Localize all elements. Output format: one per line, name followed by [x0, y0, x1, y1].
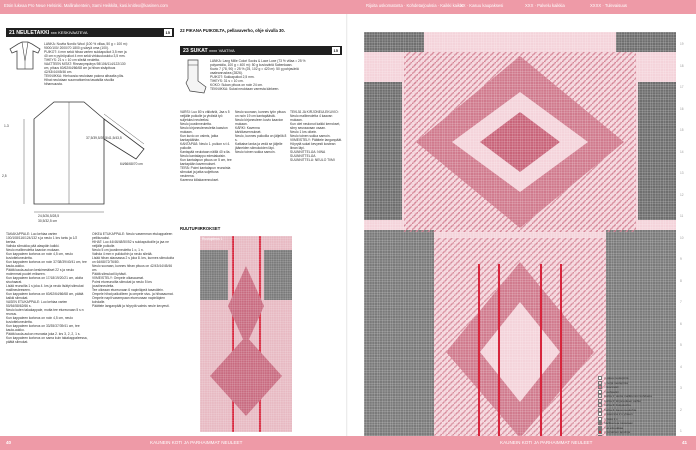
sock-icon: [182, 59, 208, 95]
red-guide-line-4: [560, 264, 562, 442]
footer-left-caption: KAUNEIN KOTI JA PARHAIMMAT NEULEET: [150, 440, 243, 445]
section-23-materials: LANKA: Lang Mille Colori Socks & Lace Luxe (73 % villaa = 25 % polyamidia, 100 g = 400 m): 50 g kuvioväriä Sabenkaan. Kuvio 7 (78, 90) = 25 % (25, 102 g = 420 m): 50 g pohjaväriä vaaleanruskea (2826). PUIKOT: Sukkapuikot 2,5 mm. TIHEYS: 31 s = 10 cm. KOKO: Sukan pituus on noin 24 cm. TEKNIIKKA: Sukat neulotaan varresta kärkeen.: [210, 59, 306, 91]
red-guide-line-3: [540, 264, 542, 442]
section-23-stars: xxxx: [209, 48, 218, 53]
right-page: 19 18 17 16 15 14 13 12 11 10 9 8 7 6 5 4 3 2 1 = oikea neulepinta = nurja neulepinta = kuvioväri = pohjaväri Kohta 1: aloita mallikuvion kohdasta Kohta 2: kirjoneuleen vaihto Kohta 3: lisäyskohta Kohta 4: kavennuskohta = kavenna 2 s yhteen = lisää 1 s Mallikertoja toistetaan = ei silmukkaa = punainen apulinja: [348, 14, 696, 436]
footer-right-page: 41: [682, 440, 688, 445]
section-21-body-col2: OIKEA ETUKAPPALE: Neulo vasemman etukappaleen peilikuvaksi. HIHAT: Luo 44/46/48/50/52 s sukkapuikoille ja jaa ne neljälle puikolle. Neulo 5 cm joustinneuletta 1 o, 1 n. Vaihda 4 mm:n puikkoihin ja neulo sileää. Lisää hihan alaosassa 2 s joka 8. krs, kunnes silmukoita on 64/68/72/76/80. Neulo suoraan, kunnes hihan pituus on 42/43/44/45/46 cm. Päätä silmukat löyhästi. VIIMEISTELY: Ompele olkasaumat. Poimi etureunoilta silmukat ja neulo 5 krs joustinneuletta. Tee oikeaan etureunaan 6 napinläpeä tasavälein. Ompele hihat paikoilleen ja ompele sivu- ja hihasaumat. Ompele napit vasempaan etureunaan napinläpien kohdalle. Päättele langanpäät ja höyrytä valmis neule kevyesti.: [92, 232, 174, 308]
section-21-title: 21 NEULETAKKI: [9, 30, 50, 36]
section-23-col2: Neulo suoraan, kunnes työn pituus on noin 19 cm kantapäästä. Neulo kirjoneuleen kuvio kaavion mukaan. KÄRKI: Kavenna kärkikavennukset. Neulo, kunnes puikoilla on jäljellä 8 s. Katkaise lanka ja vedä se jäljelle jääneiden silmukoiden läpi. Neulo toinen sukka samoin.: [235, 110, 287, 154]
left-page: [0, 14, 348, 436]
header-tag-1: XX · Kasuu kaupaksesi: [460, 3, 504, 8]
section-21-stars: xxx: [50, 30, 57, 35]
chart-section-label: RUUTUPIIRROKSET: [180, 226, 221, 231]
mini-chart-grid: [200, 236, 292, 432]
schem-label-1: 1-3: [4, 124, 9, 128]
bottom-bar: [0, 436, 696, 450]
section-23-sub: VAATIVA: [218, 48, 235, 53]
footer-right-caption: KAUNEIN KOTI JA PARHAIMMAT NEULEET: [500, 440, 593, 445]
schem-label-4: 2,5: [2, 174, 7, 178]
section-21-materials: LANKA: Novita Nordic Wool (100 % villaa, 50 g = 100 m): 9000/100/ 2000/70 1800 g sävyä oma (100). PUIKOT: 4 mm sekä hihaa varten sukkapuikot 3,5 mm ja 40 cm:n pyöröpuikot 4 mm sekä virkkuukoukku 3,5 mm. TIHEYS: 21 s = 10 cm sileää neuletta. VAATTEEN MITAT: Rinnanympärys 98/106/114/122/130 cm, pituus 60/62/64/66/68 cm ja hihan sisäpituus 42/43/44/45/46 cm. TEKNIIKKA: Hiehuosia neulotaan palona alhaalta ylös. Hihat neulotaan suunnattomina tasaisilla sivuilla hihansuusta.: [44, 42, 128, 86]
cardigan-icon: [8, 41, 42, 71]
main-chart-pattern: [364, 32, 676, 442]
row-number-column: 19 18 17 16 15 14 13 12 11 10 9 8 7 6 5 4 3 2 1: [680, 42, 684, 433]
section-21-page-badge: 15: [165, 30, 170, 35]
header-left-text: Etsin lukeaa Pro Neue Helsinki. Mallirakentein, Sami Heikkilä, kasi.knitlex@kasinen.com: [4, 3, 168, 8]
section-23-col1: VARSI: Luo 80 s väliväriä, Jaa s 5 neljälle puikolle ja yhdistä työ suljetuksi neuleeksi. Neulo joustinneuletta. Neulo kirjoneuleneuletta kaavion mukaan. Kun kuvio on valmis, jatka kantapäähän. KANTAPÄÄ: Neulo 1. puikon s:t 4. puikolle. Kantapää neulotaan näillä 40 s:lla. Neulo kantalappu edestakaisin. Kun kantalapun pituus on 5 cm, tee kantapään kavennukset. TERÄ: Poimi kantalapun reunoista silmukat ja jatka suljettuna neuleena. Kavenna kiilakavennukset.: [180, 110, 232, 182]
section-23-page-badge: 15: [333, 48, 338, 53]
header-right-text: Rijoita uskomatonta · Kohdetarjouksia · Kaikki kaikin: [366, 3, 464, 8]
red-guide-line-1: [478, 264, 480, 442]
top-bar: [0, 0, 696, 14]
schem-label-3: 64/66/68/70 cm: [120, 162, 143, 166]
section-22-title: 22 PIKANA PUIKOILTA, pellavaverho, ohje sivulla 30.: [180, 28, 285, 33]
cardigan-schematic: [14, 94, 174, 229]
header-tag-2: XXX · Palvelu kaikkia: [525, 3, 565, 8]
footer-left-page: 40: [6, 440, 12, 445]
header-tag-3: XXXX · Tulevaisuus: [590, 3, 628, 8]
section-23-col3: TEKIJÄ JA KIRJONEULEKUVIO: Neulo mallineuletta 4 kaavan mukaan. Kun olet neulonut kaikki kerrokset, siirry seuraavaan osaan. Neulo 1 krs oikein. Neulo toinen sukka samoin. VIIMEISTELY: Päättele langanpäät. Höyrytä sukat kevyesti kostean liinan läpi. SUUNNITTELIJA: NINA SUUNNITTELIJA SUUNNITTELU: NEULO TIIMI: [290, 110, 342, 162]
section-23-title: 23 SUKAT: [183, 48, 208, 54]
section-21-body-col1: TAKAKAPPALE: Luo kehiaa varten 100/108/116/124/132 s ja neulo 1 krs tuntu ja 1/2 kertaa. Vaihda silmukka pää alaspäin kaikki. Neulo mallineuletta kaavion mukaan. Kun kappaleen korkeus on noin 4,5 cm, neulo kuviotteluneuletta. Kun kappaleen korkeus on noin 37/38/39/40/41 cm, tee kaula-aukko. Päätä kaula-aukon keskimmäiset 22 s ja neulo molemmat puolet erikseen. Kun kappaleen korkeus on 17/18/19/20/21 cm, aloita sivuhaarat. Lisää reunoilta 1 s joka 4. krs ja neulo lisätyt silmukat mallineuleeseen. Kun kappaleen korkeus on 60/62/64/66/68 cm, päätä kaikki silmukat. VASEN ETUKAPPALE: Luo kehiaa varten 50/54/58/62/66 s. Neulo kuten takakappale, mutta tee etureunaan 5 s:n reunus. Kun kappaleen korkeus on noin 4,5 cm, neulo kuviotteluneuletta. Kun kappaleen korkeus on 33/35/37/39/41 cm, tee kaula-aukko. Päätä kaula-aukon reunasta joka 2. krs 3, 2, 2, 1 s. Kun kappaleen korkeus on sama kuin takakappaleessa, päätä silmukat.: [6, 232, 88, 344]
section-21-sub: KESKIVAATEVA: [58, 30, 88, 35]
section-21-header: [6, 28, 174, 37]
section-23-header: [180, 46, 342, 55]
schem-label-2: 37,5/39,5/39,5/41,5/43,5: [86, 136, 122, 140]
schem-label-6: 30,5/32,5 cm: [38, 219, 58, 223]
red-guide-line-2: [498, 264, 500, 442]
schem-label-5: 24,5/26,5/28,5: [38, 214, 60, 218]
